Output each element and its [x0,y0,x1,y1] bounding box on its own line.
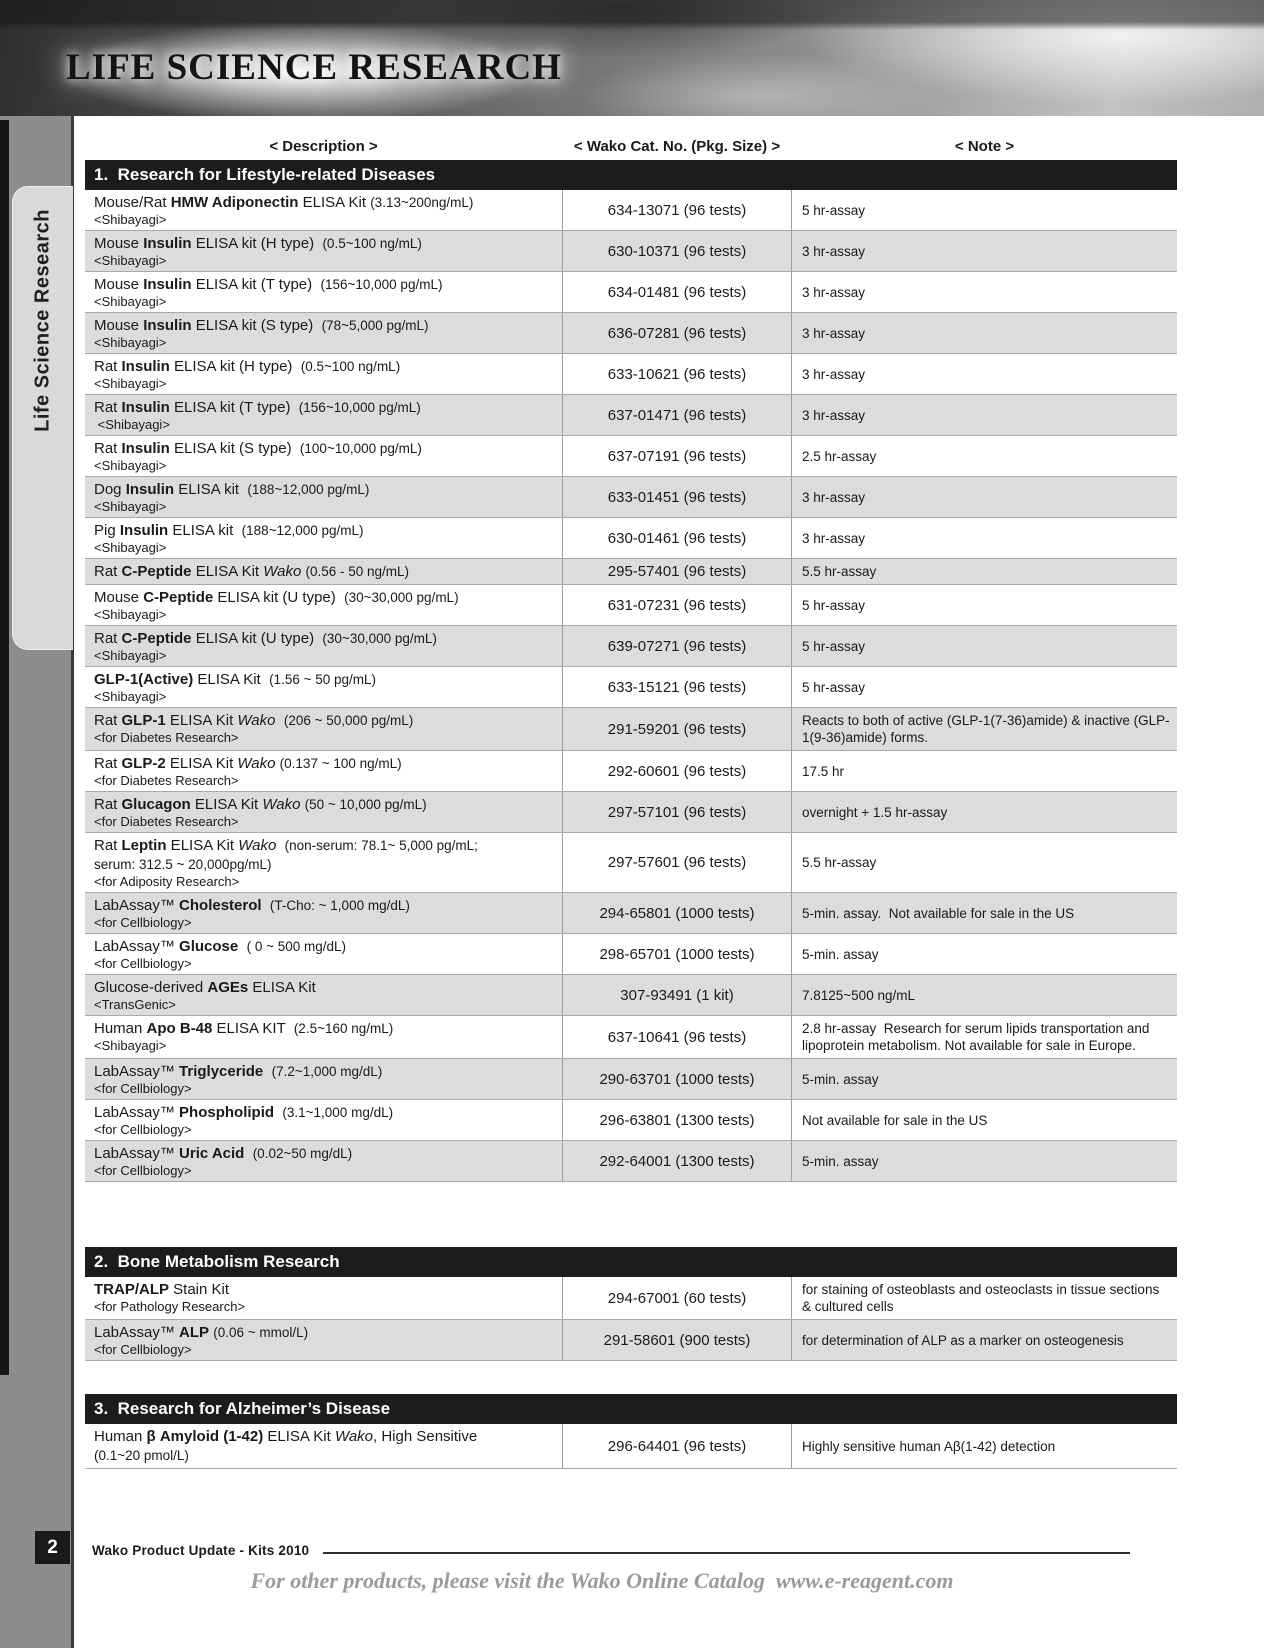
description-line [94,937,553,956]
description-segment: ELISA KIT [212,1020,294,1037]
vendor-line: <for Cellbiology> [94,1122,192,1137]
product-row [85,313,1177,354]
product-row [85,708,1177,751]
description-segment: serum: 312.5 ~ 20,000pg/mL) [94,857,272,872]
description-segment: Insulin [143,235,192,252]
product-description [85,1320,562,1360]
description-line [94,754,553,773]
product-description [85,477,562,517]
catalog-number: 296-64401 (96 tests) [562,1424,792,1468]
vendor-line: <for Pathology Research> [94,1299,246,1314]
description-segment: Apo B-48 [146,1020,213,1037]
product-note: Reacts to both of active (GLP-1(7-36)amide) & inactive (GLP-1(9-36)amide) forms. [802,713,1170,745]
description-segment: Rat [94,796,122,813]
description-segment: HMW Adiponectin [170,194,299,211]
description-segment: ELISA kit (U type) [213,589,345,606]
description-segment: ELISA kit [168,522,242,539]
product-description [85,1059,562,1099]
description-segment: LabAssay™ [94,1063,180,1080]
vendor-line: <Shibayagi> [94,607,167,622]
description-segment: Insulin [121,440,170,457]
description-segment: ELISA kit (S type) [191,317,322,334]
description-segment: Dog [94,481,126,498]
sidebar-tab-life-science-research [12,186,73,650]
description-segment: LabAssay™ [94,1145,180,1162]
catalog-number: 633-10621 (96 tests) [562,354,792,394]
product-description [85,1277,562,1319]
product-table [85,160,1177,1469]
section-gap [85,1182,1177,1247]
description-line [94,711,553,730]
product-description [85,934,562,974]
product-row [85,395,1177,436]
vendor-line: <for Cellbiology> [94,1342,192,1357]
vendor-line: <Shibayagi> [94,417,170,432]
description-segment: (T-Cho: ~ 1,000 mg/dL) [269,898,410,913]
product-description [85,395,562,435]
product-note: 5 hr-assay [802,679,866,695]
vendor-line: <Shibayagi> [94,1038,167,1053]
description-segment: Glucose-derived [94,979,208,996]
description-segment: Rat [94,712,122,729]
description-segment: Mouse/Rat [94,194,171,211]
catalog-number: 630-10371 (96 tests) [562,231,792,271]
description-segment: TRAP/ALP [94,1281,169,1298]
vendor-line: <for Cellbiology> [94,915,192,930]
description-segment: (0.1~20 pmol/L) [94,1448,189,1463]
description-segment: Insulin [125,481,175,498]
catalog-number: 291-58601 (900 tests) [562,1320,792,1360]
section-header: 3. Research for Alzheimer’s Disease [85,1394,1177,1424]
description-segment: ALP [179,1324,210,1341]
product-description [85,833,562,892]
description-segment: Insulin [119,522,169,539]
product-description [85,792,562,832]
product-note: 5 hr-assay [802,202,866,218]
description-line [94,316,553,335]
catalog-number: 290-63701 (1000 tests) [562,1059,792,1099]
product-row [85,975,1177,1016]
sidebar-black-edge [0,120,9,1375]
product-note: 5.5 hr-assay [802,855,877,870]
description-segment: Rat [94,440,122,457]
product-note: overnight + 1.5 hr-assay [802,804,948,820]
product-row [85,231,1177,272]
description-segment: (0.137 ~ 100 ng/mL) [279,756,402,771]
description-segment: Insulin [143,317,192,334]
description-segment: Wako [262,796,301,813]
section-header: 1. Research for Lifestyle-related Diseases [85,160,1177,190]
description-segment: GLP-1 [121,712,166,729]
catalog-number: 297-57601 (96 tests) [562,833,792,892]
catalog-number: 634-13071 (96 tests) [562,190,792,230]
product-row [85,1059,1177,1100]
description-line [94,398,553,417]
vendor-line: <for Cellbiology> [94,1081,192,1096]
product-description [85,1141,562,1181]
description-line [94,1062,553,1081]
catalog-number: 637-01471 (96 tests) [562,395,792,435]
product-description [85,436,562,476]
description-segment: Pig [94,522,120,539]
description-segment: C-Peptide [121,563,192,580]
description-segment: Insulin [121,358,170,375]
product-note: 2.8 hr-assay Research for serum lipids transportation and lipoprotein metabolism. Not available for sale in Europe. [802,1021,1154,1053]
description-line [94,1323,553,1342]
product-note: 5-min. assay [802,1071,879,1087]
description-segment: Wako [238,837,277,854]
product-note: 5-min. assay [802,946,879,962]
description-line [94,896,553,915]
description-segment: ELISA Kit [248,979,316,996]
description-segment: (3.1~1,000 mg/dL) [282,1105,394,1120]
page-header [0,0,1264,116]
description-segment: Rat [94,837,122,854]
description-segment: Mouse [94,276,144,293]
description-segment: (0.5~100 ng/mL) [300,359,401,374]
description-segment: ELISA kit [174,481,248,498]
description-segment: LabAssay™ [94,938,180,955]
vendor-line: <Shibayagi> [94,253,167,268]
vendor-line: <for Adiposity Research> [94,874,240,889]
description-line [94,795,553,814]
description-segment: Human [94,1020,147,1037]
description-segment: Wako [334,1428,374,1445]
description-segment [262,897,270,914]
description-segment: Glucose [179,938,239,955]
description-segment: (50 ~ 10,000 pg/mL) [304,797,427,812]
product-row [85,518,1177,559]
description-segment: (non-serum: 78.1~ 5,000 pg/mL; [284,838,478,853]
product-description [85,626,562,666]
product-note: 5-min. assay [802,1153,879,1169]
description-segment: (1.56 ~ 50 pg/mL) [269,672,377,687]
description-segment: Mouse [94,589,144,606]
description-segment: (156~10,000 pg/mL) [298,400,421,415]
product-row [85,559,1177,585]
description-line [94,521,553,540]
product-row [85,1141,1177,1182]
description-segment: Mouse [94,317,144,334]
product-row [85,626,1177,667]
description-segment: , High Sensitive [373,1428,478,1445]
description-segment [276,712,284,729]
description-segment: (0.06 ~ mmol/L) [213,1325,309,1340]
product-description [85,585,562,625]
description-segment: ELISA kit (H type) [191,235,323,252]
description-segment [263,1063,271,1080]
description-segment: Mouse [94,235,144,252]
description-segment [238,938,246,955]
product-description [85,708,562,750]
product-description [85,231,562,271]
description-segment [276,837,284,854]
product-note: 3 hr-assay [802,325,866,341]
vendor-line: <Shibayagi> [94,540,167,555]
description-line [94,1103,553,1122]
description-segment: (188~12,000 pg/mL) [241,523,364,538]
description-segment: (188~12,000 pg/mL) [247,482,370,497]
product-description [85,667,562,707]
catalog-number: 631-07231 (96 tests) [562,585,792,625]
product-note: 3 hr-assay [802,407,866,423]
footer-brand-text: Wako Product Update - Kits 2010 [92,1543,310,1558]
description-segment: LabAssay™ [94,897,180,914]
catalog-number: 291-59201 (96 tests) [562,708,792,750]
description-line [94,562,553,581]
description-segment [244,1145,252,1162]
product-note: 5 hr-assay [802,597,866,613]
page-number-badge: 2 [35,1531,70,1564]
product-note: 3 hr-assay [802,284,866,300]
product-row [85,833,1177,893]
description-segment: Glucagon [121,796,191,813]
description-line [94,588,553,607]
description-segment: LabAssay™ [94,1324,180,1341]
description-line [94,275,553,294]
description-segment: Wako [237,712,276,729]
description-segment: Rat [94,358,122,375]
description-segment: GLP-2 [121,755,166,772]
description-line [94,357,553,376]
description-segment: Rat [94,563,122,580]
vendor-line: <for Cellbiology> [94,956,192,971]
product-note: for staining of osteoblasts and osteoclasts in tissue sections & cultured cells [802,1282,1163,1314]
product-description [85,975,562,1015]
description-segment: (2.5~160 ng/mL) [293,1021,394,1036]
sidebar-tab-label: Life Science Research [31,209,54,432]
description-segment: Wako [263,563,302,580]
product-row [85,751,1177,792]
main-content [74,116,1264,1469]
description-segment: ELISA Kit [298,194,371,211]
catalog-number: 292-64001 (1300 tests) [562,1141,792,1181]
description-line [94,836,553,855]
product-row [85,436,1177,477]
product-note: 17.5 hr [802,763,845,779]
description-line [94,480,553,499]
description-segment: (0.56 - 50 ng/mL) [305,564,410,579]
description-segment: ELISA Kit [191,563,264,580]
page-title: LIFE SCIENCE RESEARCH [66,47,562,88]
description-segment: Cholesterol [179,897,262,914]
product-description [85,1424,562,1468]
vendor-line: <Shibayagi> [94,458,167,473]
description-segment: ELISA Kit [165,712,238,729]
description-segment: (3.13~200ng/mL) [370,195,474,210]
catalog-number: 295-57401 (96 tests) [562,559,792,584]
catalog-number: 307-93491 (1 kit) [562,975,792,1015]
table-column-headers [85,132,1177,160]
column-header-note: < Note > [954,137,1015,155]
catalog-number: 633-15121 (96 tests) [562,667,792,707]
description-segment: Rat [94,630,122,647]
description-segment: Leptin [121,837,167,854]
vendor-line: <Shibayagi> [94,212,167,227]
description-segment: (0.02~50 mg/dL) [252,1146,353,1161]
product-row [85,934,1177,975]
product-note: 3 hr-assay [802,489,866,505]
product-description [85,559,562,584]
product-note: 5 hr-assay [802,638,866,654]
product-description [85,190,562,230]
description-line [94,978,553,997]
vendor-line: <for Diabetes Research> [94,773,239,788]
description-segment: Wako [237,755,276,772]
vendor-line: <for Diabetes Research> [94,814,239,829]
description-segment: Rat [94,755,122,772]
product-note: Not available for sale in the US [802,1112,988,1128]
description-line [94,234,553,253]
description-segment: ELISA Kit [165,755,238,772]
description-line [94,193,553,212]
description-segment: ELISA kit (H type) [169,358,301,375]
description-line [94,1280,553,1299]
description-segment: AGEs [207,979,249,996]
description-segment: (156~10,000 pg/mL) [320,277,443,292]
catalog-number: 639-07271 (96 tests) [562,626,792,666]
catalog-number: 298-65701 (1000 tests) [562,934,792,974]
catalog-number: 297-57101 (96 tests) [562,792,792,832]
product-row [85,667,1177,708]
description-segment: (78~5,000 pg/mL) [321,318,429,333]
description-line [94,855,553,874]
product-description [85,518,562,558]
vendor-line: <Shibayagi> [94,499,167,514]
catalog-number: 630-01461 (96 tests) [562,518,792,558]
catalog-number: 634-01481 (96 tests) [562,272,792,312]
description-segment: (30~30,000 pg/mL) [344,590,459,605]
description-segment: GLP-1(Active) [94,671,194,688]
product-description [85,354,562,394]
product-description [85,1100,562,1140]
footer-catalog-note: For other products, please visit the Wako Online Catalog www.e-reagent.com [250,1568,954,1593]
description-segment: Insulin [121,399,170,416]
vendor-line: <for Cellbiology> [94,1163,192,1178]
vendor-line: <Shibayagi> [94,376,167,391]
description-segment: ELISA kit (U type) [191,630,323,647]
vendor-line: <for Diabetes Research> [94,730,239,745]
product-note: 5.5 hr-assay [802,564,877,579]
vendor-line: <Shibayagi> [94,294,167,309]
product-description [85,1016,562,1058]
section-header: 2. Bone Metabolism Research [85,1247,1177,1277]
product-description [85,272,562,312]
description-segment: ELISA kit (T type) [169,399,299,416]
catalog-number: 296-63801 (1300 tests) [562,1100,792,1140]
product-note: 7.8125~500 ng/mL [802,987,915,1003]
description-segment: C-Peptide [121,630,192,647]
column-header-description: < Description > [269,137,378,155]
product-description [85,313,562,353]
product-row [85,1320,1177,1361]
catalog-number: 292-60601 (96 tests) [562,751,792,791]
product-row [85,477,1177,518]
description-segment: ELISA Kit [190,796,263,813]
description-segment: ELISA kit (T type) [191,276,321,293]
product-note: 5-min. assay. Not available for sale in the US [802,905,1075,921]
product-note: Highly sensitive human Aβ(1-42) detection [802,1438,1056,1454]
product-row [85,585,1177,626]
description-segment: Uric Acid [179,1145,245,1162]
product-description [85,751,562,791]
description-segment: Stain Kit [169,1281,230,1298]
description-segment: ( 0 ~ 500 mg/dL) [246,939,347,954]
description-segment: (206 ~ 50,000 pg/mL) [283,713,414,728]
description-segment: (0.5~100 ng/mL) [322,236,422,251]
catalog-number: 637-07191 (96 tests) [562,436,792,476]
description-segment: Insulin [143,276,192,293]
description-segment: ELISA Kit [193,671,270,688]
product-note: 2.5 hr-assay [802,448,877,464]
vendor-line: <Shibayagi> [94,689,167,704]
description-segment: Human [94,1428,147,1445]
product-description [85,893,562,933]
description-segment: LabAssay™ [94,1104,180,1121]
vendor-line: <Shibayagi> [94,335,167,350]
description-segment: Rat [94,399,122,416]
description-segment: (100~10,000 pg/mL) [299,441,422,456]
product-row [85,1424,1177,1469]
description-segment: Triglyceride [179,1063,264,1080]
product-row [85,354,1177,395]
vendor-line: <TransGenic> [94,997,176,1012]
product-note: 3 hr-assay [802,366,866,382]
product-note: for determination of ALP as a marker on osteogenesis [802,1332,1124,1348]
description-segment: (30~30,000 pg/mL) [322,631,437,646]
product-row [85,1277,1177,1320]
product-row [85,792,1177,833]
description-segment: Phospholipid [179,1104,275,1121]
description-segment: β Amyloid (1-42) [146,1428,264,1445]
product-row [85,893,1177,934]
footer-rule [323,1552,1130,1554]
description-line [94,1144,553,1163]
description-segment: ELISA Kit [263,1428,335,1445]
catalog-number: 294-67001 (60 tests) [562,1277,792,1319]
product-row [85,190,1177,231]
description-line [94,1446,553,1465]
description-segment: ELISA kit (S type) [169,440,300,457]
catalog-number: 633-01451 (96 tests) [562,477,792,517]
product-row [85,1100,1177,1141]
description-line [94,439,553,458]
description-line [94,629,553,648]
product-row [85,1016,1177,1059]
description-line [94,1427,553,1446]
vendor-line: <Shibayagi> [94,648,167,663]
column-header-cat-no: < Wako Cat. No. (Pkg. Size) > [573,137,781,155]
catalog-number: 636-07281 (96 tests) [562,313,792,353]
catalog-number: 637-10641 (96 tests) [562,1016,792,1058]
product-note: 3 hr-assay [802,243,866,259]
section-gap [85,1361,1177,1394]
description-line [94,670,553,689]
catalog-number: 294-65801 (1000 tests) [562,893,792,933]
description-segment: (7.2~1,000 mg/dL) [271,1064,383,1079]
description-line [94,1019,553,1038]
product-note: 3 hr-assay [802,530,866,546]
description-segment: C-Peptide [143,589,214,606]
description-segment: ELISA Kit [166,837,239,854]
product-row [85,272,1177,313]
